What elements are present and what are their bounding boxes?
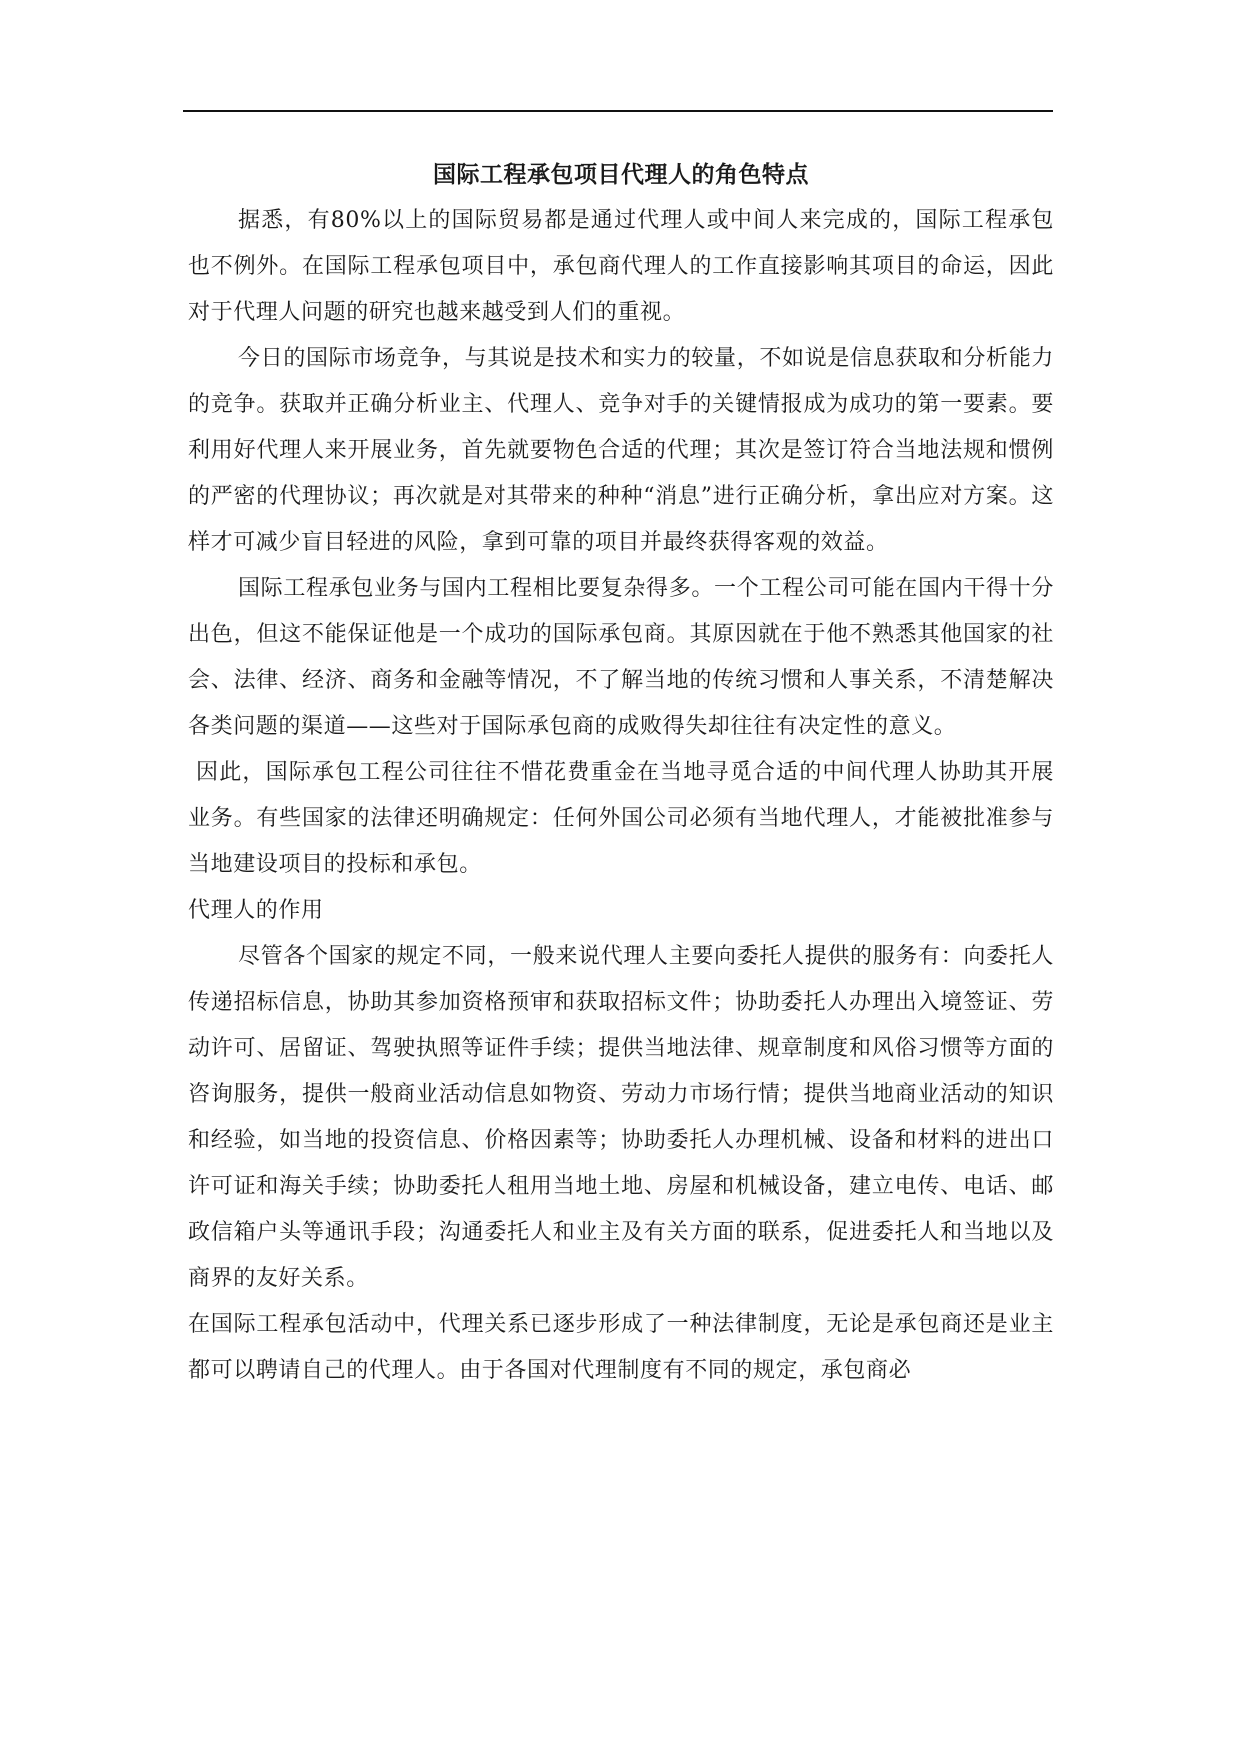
paragraph-legal-system: 在国际工程承包活动中，代理关系已逐步形成了一种法律制度，无论是承包商还是业主都可以聘请自己的代理人。由于各国对代理制度有不同的规定，承包商必 (188, 1312, 1054, 1383)
section-heading-agent-role: 代理人的作用 (188, 898, 324, 923)
paragraph-competition: 今日的国际市场竞争，与其说是技术和实力的较量，不如说是信息获取和分析能力的竞争。获取并正确分析业主、代理人、竞争对手的关键情报成为成功的第一要素。要利用好代理人来开展业务，首先就要物色合适的代理；其次是签订符合当地法规和惯例的严密的代理协议；再次就是对其带来的种种“消息”进行正确分析，拿出应对方案。这样才可减少盲目轻进的风险，拿到可靠的项目并最终获得客观的效益。 (188, 346, 1054, 555)
document-title: 国际工程承包项目代理人的角色特点 (433, 161, 809, 188)
paragraph-therefore: 因此，国际承包工程公司往往不惜花费重金在当地寻觅合适的中间代理人协助其开展业务。有些国家的法律还明确规定：任何外国公司必须有当地代理人，才能被批准参与当地建设项目的投标和承包。 (188, 760, 1054, 877)
paragraph-complexity: 国际工程承包业务与国内工程相比要复杂得多。一个工程公司可能在国内干得十分出色，但这不能保证他是一个成功的国际承包商。其原因就在于他不熟悉其他国家的社会、法律、经济、商务和金融等情况，不了解当地的传统习惯和人事关系，不清楚解决各类问题的渠道——这些对于国际承包商的成败得失却往往有决定性的意义。 (188, 576, 1054, 739)
document-body (188, 158, 1054, 1394)
paragraph-agent-services: 尽管各个国家的规定不同，一般来说代理人主要向委托人提供的服务有：向委托人传递招标信息，协助其参加资格预审和获取招标文件；协助委托人办理出入境签证、劳动许可、居留证、驾驶执照等证件手续；提供当地法律、规章制度和风俗习惯等方面的咨询服务，提供一般商业活动信息如物资、劳动力市场行情；提供当地商业活动的知识和经验，如当地的投资信息、价格因素等；协助委托人办理机械、设备和材料的进出口许可证和海关手续；协助委托人租用当地土地、房屋和机械设备，建立电传、电话、邮政信箱户头等通讯手段；沟通委托人和业主及有关方面的联系，促进委托人和当地以及商界的友好关系。 (188, 944, 1054, 1291)
header-rule (183, 110, 1053, 112)
paragraph-intro: 据悉，有80%以上的国际贸易都是通过代理人或中间人来完成的，国际工程承包也不例外。在国际工程承包项目中，承包商代理人的工作直接影响其项目的命运，因此对于代理人问题的研究也越来越受到人们的重视。 (188, 208, 1054, 325)
